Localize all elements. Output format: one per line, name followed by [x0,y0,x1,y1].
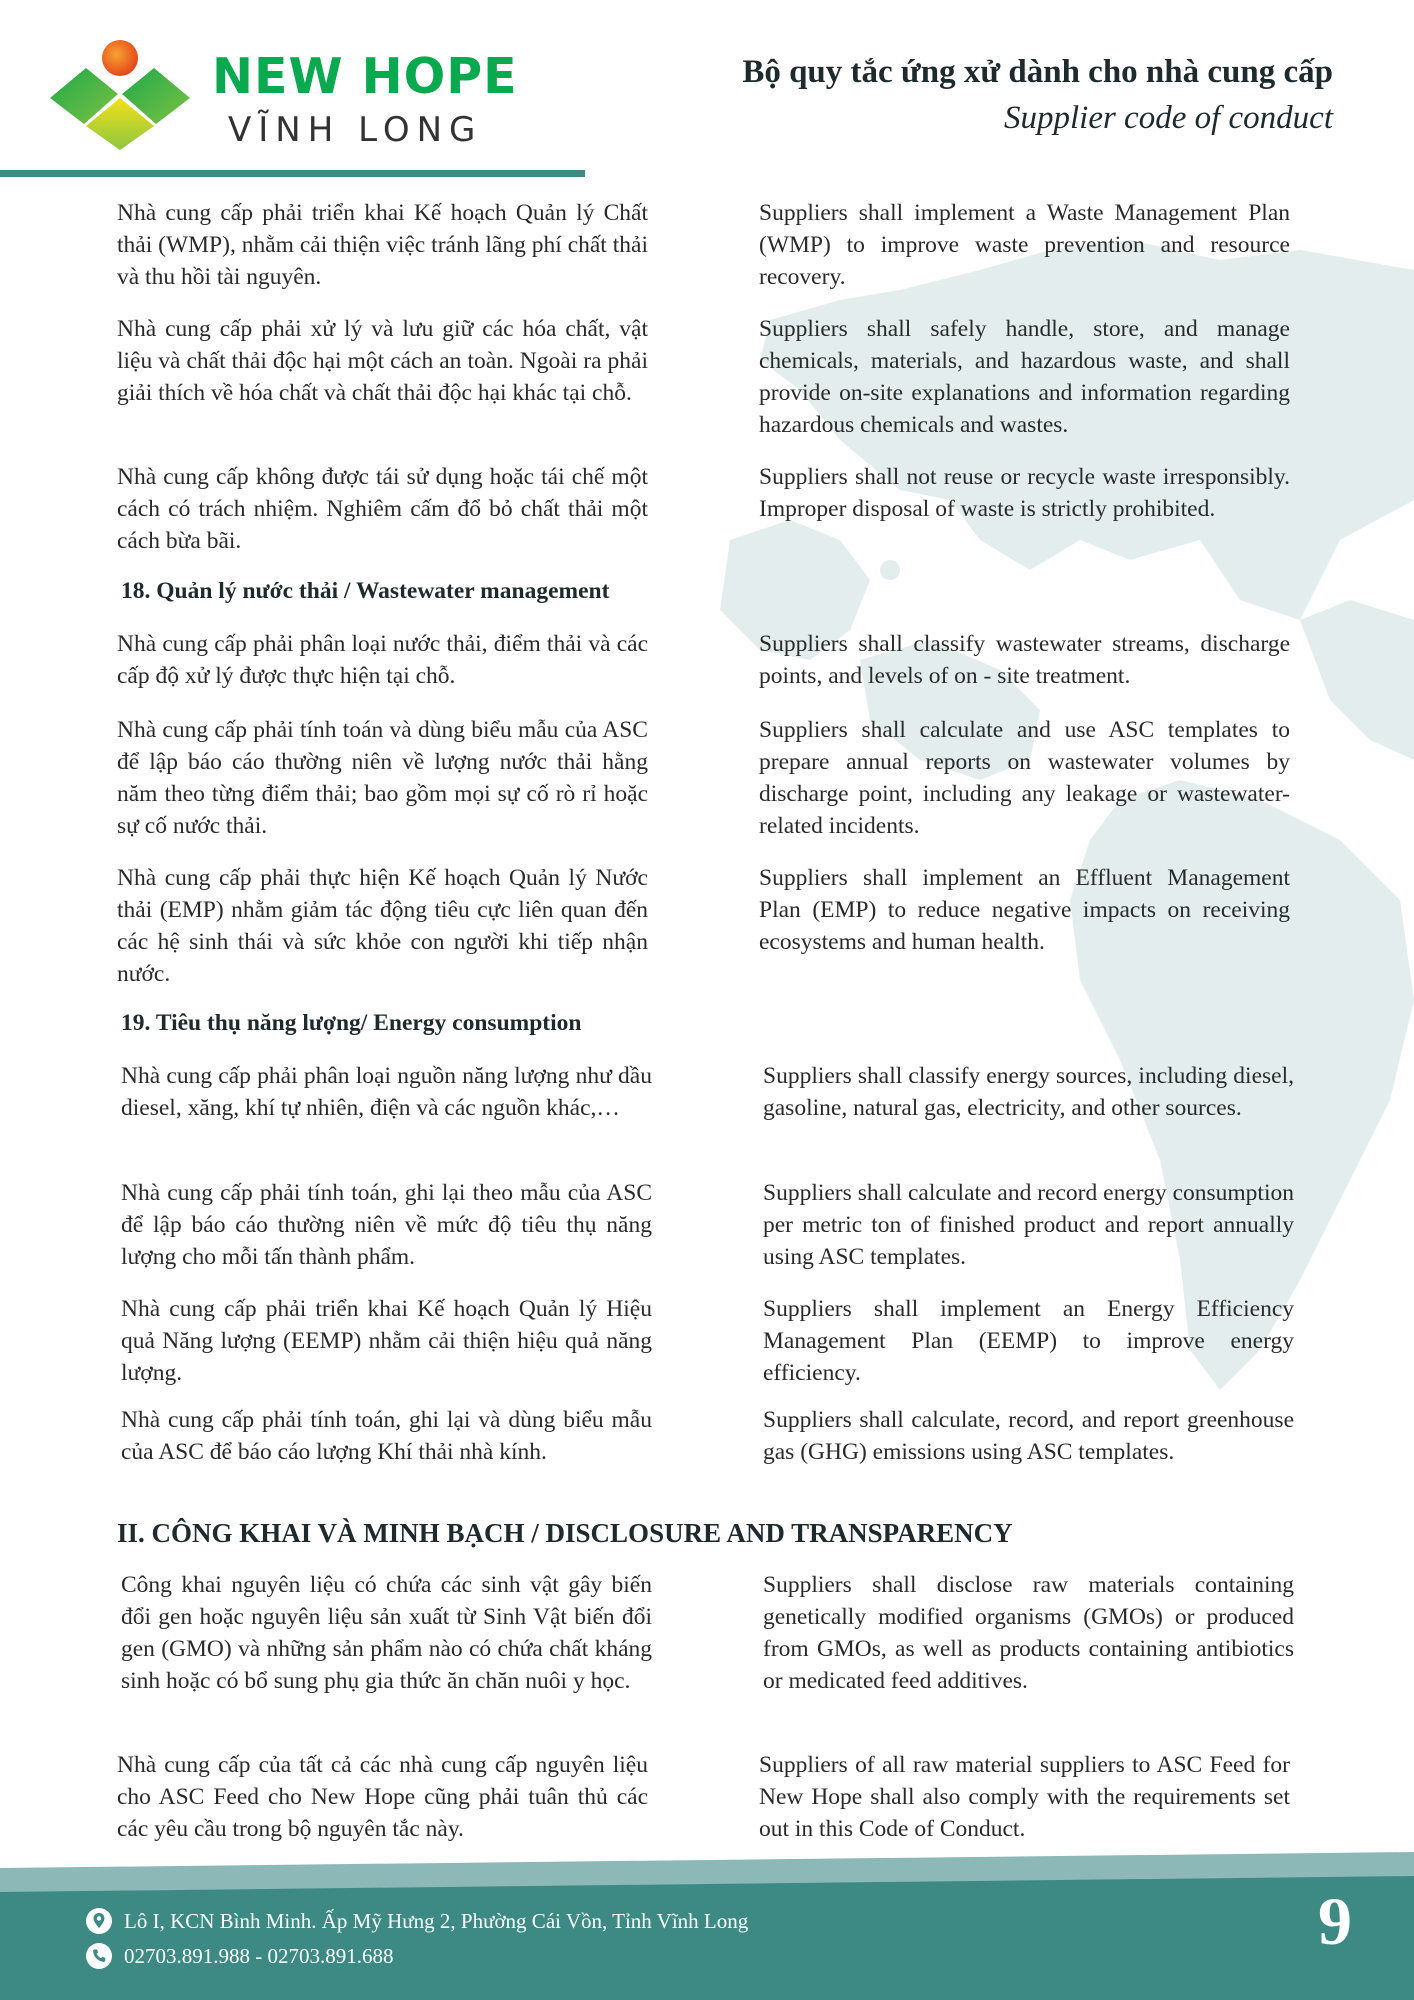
paragraph-vi-classify-wastewater: Nhà cung cấp phải phân loại nước thải, điểm thải và các cấp độ xử lý được thực hiện tại chỗ. [117,631,648,689]
paragraph-vi-asc-feed: Nhà cung cấp của tất cả các nhà cung cấp nguyên liệu cho ASC Feed cho New Hope cũng phải tuân thủ các các yêu cầu trong bộ nguyên tắc này. [117,1752,648,1842]
document-title: Bộ quy tắc ứng xử dành cho nhà cung cấp [742,54,1333,90]
paragraph-en-classify-wastewater: Suppliers shall classify wastewater streams, discharge points, and levels of on - site treatment. [759,631,1290,689]
page-number: 9 [1318,1883,1352,1959]
paragraph-en-gmo: Suppliers shall disclose raw materials containing genetically modified organisms (GMOs) or produced from GMOs, as well as products containing antibiotics or medicated feed additives. [763,1572,1294,1694]
paragraph-en-asc-feed: Suppliers of all raw material suppliers to ASC Feed for New Hope shall also comply with the requirements set out in this Code of Conduct. [759,1752,1290,1842]
paragraph-en-energy-sources: Suppliers shall classify energy sources, including diesel, gasoline, natural gas, electricity, and other sources. [763,1063,1294,1121]
paragraph-en-waste-plan: Suppliers shall implement a Waste Management Plan (WMP) to improve waste prevention and resource recovery. [759,200,1290,290]
heading-wastewater: 18. Quản lý nước thải / Wastewater management [121,578,610,604]
paragraph-vi-recycle: Nhà cung cấp không được tái sử dụng hoặc tái chế một cách có trách nhiệm. Nghiêm cấm đổ bỏ chất thải một cách bừa bãi. [117,464,648,554]
logo-name: NEW HOPE [212,48,518,105]
location-pin-icon [86,1908,112,1934]
footer-phone [86,1943,394,1969]
paragraph-vi-gmo: Công khai nguyên liệu có chứa các sinh vật gây biến đổi gen hoặc nguyên liệu sản xuất từ Sinh Vật biến đổi gen (GMO) và những sản phẩm nào có chứa chất kháng sinh hoặc có bổ sung phụ gia thức ăn chăn nuôi y học. [121,1572,652,1694]
paragraph-en-energy-record: Suppliers shall calculate and record energy consumption per metric ton of finished product and report annually using ASC templates. [763,1180,1294,1270]
paragraph-vi-hazardous: Nhà cung cấp phải xử lý và lưu giữ các hóa chất, vật liệu và chất thải độc hại một cách an toàn. Ngoài ra phải giải thích về hóa chất và chất thải độc hại khác tại chỗ. [117,316,648,406]
footer-address [86,1908,748,1934]
paragraph-en-energy-plan: Suppliers shall implement an Energy Efficiency Management Plan (EEMP) to improve energy efficiency. [763,1296,1294,1386]
paragraph-vi-ghg: Nhà cung cấp phải tính toán, ghi lại và dùng biểu mẫu của ASC để báo cáo lượng Khí thải nhà kính. [121,1407,652,1465]
paragraph-vi-energy-sources: Nhà cung cấp phải phân loại nguồn năng lượng như dầu diesel, xăng, khí tự nhiên, điện và các nguồn khác,… [121,1063,652,1121]
paragraph-en-effluent-plan: Suppliers shall implement an Effluent Management Plan (EMP) to reduce negative impacts on receiving ecosystems and human health. [759,865,1290,955]
document-subtitle: Supplier code of conduct [1003,100,1333,136]
paragraph-vi-energy-record: Nhà cung cấp phải tính toán, ghi lại theo mẫu của ASC để lập báo cáo thường niên về mức độ tiêu thụ năng lượng cho mỗi tấn thành phẩm. [121,1180,652,1270]
footer-phone-text: 02703.891.988 - 02703.891.688 [124,1943,394,1968]
company-logo [50,38,520,158]
paragraph-vi-effluent-plan: Nhà cung cấp phải thực hiện Kế hoạch Quản lý Nước thải (EMP) nhằm giảm tác động tiêu cực liên quan đến các hệ sinh thái và sức khỏe con người khi tiếp nhận nước. [117,865,648,987]
paragraph-vi-wastewater-report: Nhà cung cấp phải tính toán và dùng biểu mẫu của ASC để lập báo cáo thường niên về lượng nước thải hằng năm theo từng điểm thải; bao gồm mọi sự cố rò rỉ hoặc sự cố nước thải. [117,717,648,839]
paragraph-en-wastewater-report: Suppliers shall calculate and use ASC templates to prepare annual reports on wastewater volumes by discharge point, including any leakage or wastewater-related incidents. [759,717,1290,839]
heading-energy: 19. Tiêu thụ năng lượng/ Energy consumption [121,1010,582,1036]
section-title-disclosure: II. CÔNG KHAI VÀ MINH BẠCH / DISCLOSURE AND TRANSPARENCY [117,1518,1013,1548]
phone-icon [86,1943,112,1969]
new-hope-logo-icon [50,38,190,150]
paragraph-en-recycle: Suppliers shall not reuse or recycle waste irresponsibly. Improper disposal of waste is strictly prohibited. [759,464,1290,522]
paragraph-vi-waste-plan: Nhà cung cấp phải triển khai Kế hoạch Quản lý Chất thải (WMP), nhằm cải thiện việc tránh lãng phí chất thải và thu hồi tài nguyên. [117,200,648,290]
paragraph-vi-energy-plan: Nhà cung cấp phải triển khai Kế hoạch Quản lý Hiệu quả Năng lượng (EEMP) nhằm cải thiện hiệu quả năng lượng. [121,1296,652,1386]
header-divider [0,170,585,177]
logo-place: VĨNH LONG [228,110,483,150]
footer-address-text: Lô I, KCN Bình Minh. Ấp Mỹ Hưng 2, Phường Cái Vồn, Tỉnh Vĩnh Long [124,1908,749,1933]
paragraph-en-hazardous: Suppliers shall safely handle, store, and manage chemicals, materials, and hazardous waste, and shall provide on-site explanations and information regarding hazardous chemicals and wastes. [759,316,1290,438]
paragraph-en-ghg: Suppliers shall calculate, record, and report greenhouse gas (GHG) emissions using ASC templates. [763,1407,1294,1465]
